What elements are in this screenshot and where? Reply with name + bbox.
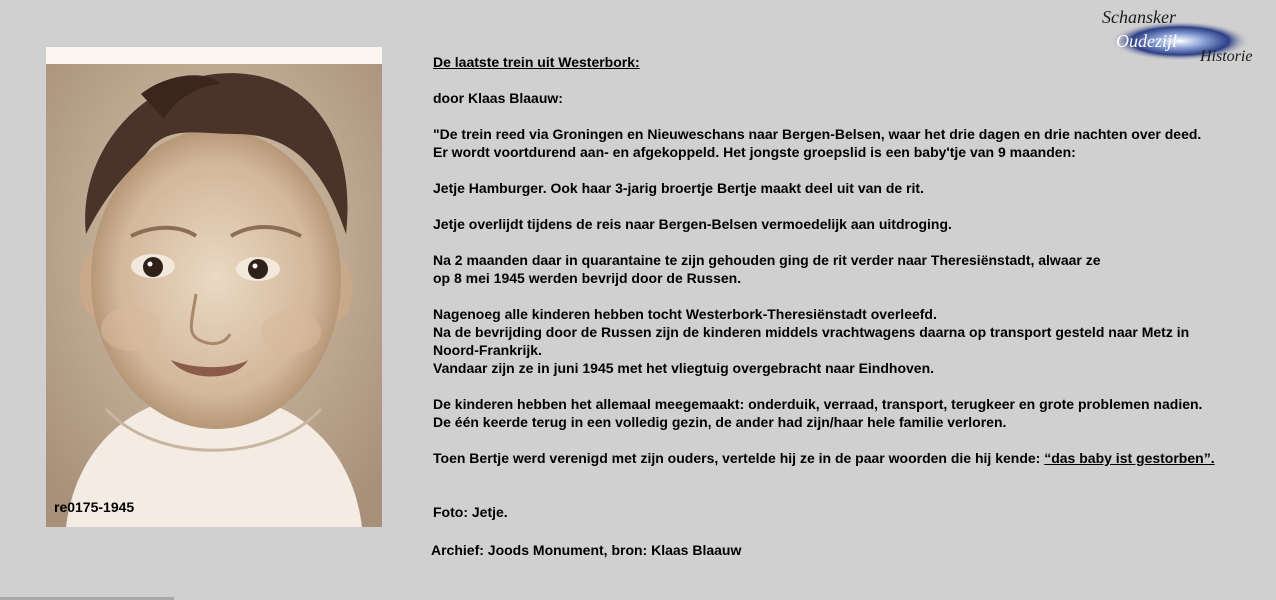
paragraph-5-line-3: Noord-Frankrijk. [433,342,542,358]
paragraph-1-line-2: Er wordt voortdurend aan- en afgekoppeld. Het jongste groepslid is een baby'tje van 9 maanden: [433,144,1076,160]
logo-line-3: Historie [1200,48,1253,65]
paragraph-6-line-1: De kinderen hebben het allemaal meegemaakt: onderduik, verraad, transport, terugkeer en grote problemen nadien. [433,396,1203,412]
logo-line-1: Schansker [1102,7,1176,27]
photo-caption: re0175-1945 [54,499,135,515]
paragraph-4-line-2: op 8 mei 1945 werden bevrijd door de Russen. [433,270,742,286]
baby-portrait-illustration [46,64,382,527]
paragraph-5-line-1: Nagenoeg alle kinderen hebben tocht Westerbork-Theresiënstadt overleefd. [433,306,937,322]
paragraph-7 [433,449,1273,467]
baby-portrait-photo [46,64,382,527]
logo-line-2: Oudezijl [1116,31,1177,51]
photo-frame [46,47,382,527]
paragraph-3: Jetje overlijdt tijdens de reis naar Bergen-Belsen vermoedelijk aan uitdroging. [433,216,952,232]
photo-credit: Foto: Jetje. [433,504,508,520]
paragraph-7-text: Toen Bertje werd verenigd met zijn ouders, vertelde hij ze in de paar woorden die hij kende: [433,450,1045,466]
paragraph-5-line-4: Vandaar zijn ze in juni 1945 met het vliegtuig overgebracht naar Eindhoven. [433,360,935,376]
paragraph-1-line-1: "De trein reed via Groningen en Nieuweschans naar Bergen-Belsen, waar het drie dagen en drie nachten over deed. [433,126,1202,142]
paragraph-7-quote: “das baby ist gestorben”. [1044,450,1215,466]
paragraph-2: Jetje Hamburger. Ook haar 3-jarig broertje Bertje maakt deel uit van de rit. [433,180,924,196]
archive-source: Archief: Joods Monument, bron: Klaas Blaauw [431,542,742,558]
article-body [433,53,1273,521]
paragraph-5-line-2: Na de bevrijding door de Russen zijn de kinderen middels vrachtwagens daarna op transport gesteld naar Metz in [433,324,1190,340]
paragraph-4-line-1: Na 2 maanden daar in quarantaine te zijn gehouden ging de rit verder naar Theresiënstadt, alwaar ze [433,252,1101,268]
paragraph-6-line-2: De één keerde terug in een volledig gezin, de ander had zijn/haar hele familie verloren. [433,414,1007,430]
article-title: De laatste trein uit Westerbork: [433,54,640,70]
article-author: door Klaas Blaauw: [433,90,563,106]
